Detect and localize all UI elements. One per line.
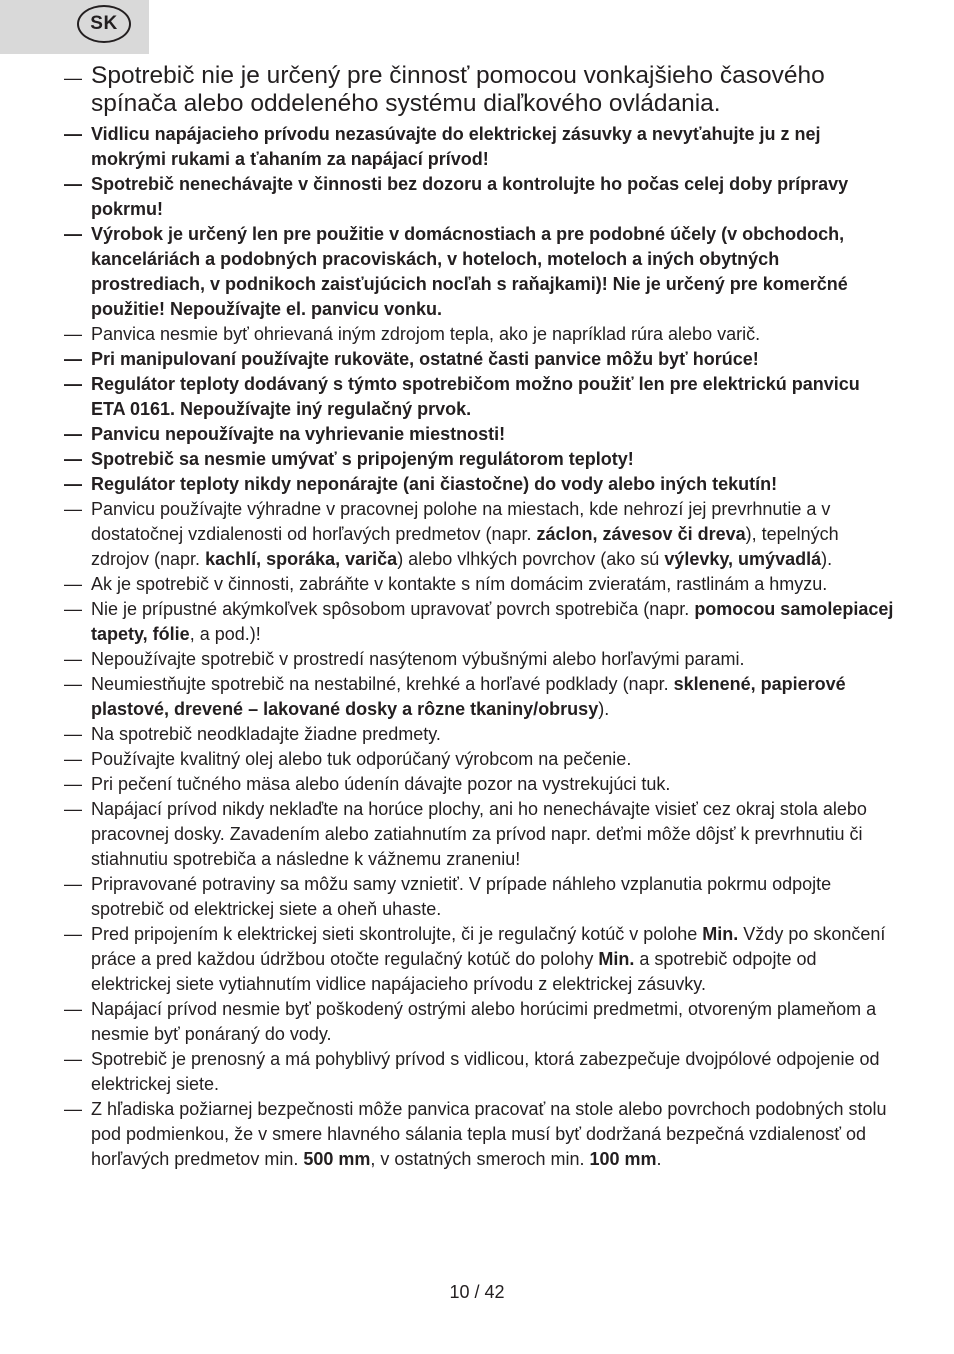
instruction-text bbox=[91, 872, 894, 922]
text-segment: Neumiestňujte spotrebič na nestabilné, krehké a horľavé podklady (napr. bbox=[91, 674, 674, 694]
instruction-item bbox=[64, 372, 894, 422]
instruction-item bbox=[64, 722, 894, 747]
item-dash: — bbox=[64, 999, 82, 1019]
emphasized-text: Výrobok je určený len pre použitie v domácnostiach a pre podobné účely (v obchodoch, kanceláriách a podobných pracoviskách, v hoteloch, moteloch a iných obytných prostrediach, v podnikoch zaisťujúcich nocľah s raňajkami)! Nie je určený pre komerčné použitie! Nepoužívajte el. panvicu vonku. bbox=[91, 224, 848, 319]
instruction-text bbox=[91, 172, 894, 222]
instruction-item bbox=[64, 1047, 894, 1097]
instruction-item bbox=[64, 922, 894, 997]
item-dash: — bbox=[64, 424, 82, 444]
text-segment: Používajte kvalitný olej alebo tuk odporúčaný výrobcom na pečenie. bbox=[91, 749, 632, 769]
emphasized-text: pomocou samolepiacej tapety, fólie bbox=[91, 599, 894, 644]
instruction-item bbox=[64, 447, 894, 472]
emphasized-text: Regulátor teploty dodávaný s týmto spotrebičom možno použiť len pre elektrickú panvicu ETA 0161. Nepoužívajte iný regulačný prvok. bbox=[91, 374, 860, 419]
text-segment: Ak je spotrebič v činnosti, zabráňte v kontakte s ním domácim zvieratám, rastlinám a hmyzu. bbox=[91, 574, 828, 594]
emphasized-text: Pri manipulovaní používajte rukoväte, ostatné časti panvice môžu byť horúce! bbox=[91, 349, 759, 369]
language-badge: SK bbox=[77, 5, 131, 43]
instruction-text bbox=[91, 722, 894, 747]
instruction-text bbox=[91, 372, 894, 422]
instruction-text bbox=[91, 572, 894, 597]
item-dash: — bbox=[64, 1049, 82, 1069]
emphasized-text: Min. bbox=[702, 924, 739, 944]
item-dash: — bbox=[64, 924, 82, 944]
text-segment: a spotrebič odpojte od elektrickej siete vytiahnutím vidlice napájacieho prívodu z elektrickej zásuvky. bbox=[91, 949, 817, 994]
text-segment: Panvica nesmie byť ohrievaná iným zdrojom tepla, ako je napríklad rúra alebo varič. bbox=[91, 324, 761, 344]
instruction-item bbox=[64, 497, 894, 572]
text-segment: , v ostatných smeroch min. bbox=[370, 1149, 590, 1169]
item-dash: — bbox=[64, 874, 82, 894]
language-tab bbox=[0, 0, 149, 54]
instruction-text bbox=[91, 922, 894, 997]
instruction-item bbox=[64, 122, 894, 172]
instruction-text bbox=[91, 997, 894, 1047]
emphasized-text: Min. bbox=[598, 949, 635, 969]
item-dash: — bbox=[64, 124, 82, 144]
instruction-text bbox=[91, 447, 894, 472]
instruction-text bbox=[91, 347, 894, 372]
item-dash: — bbox=[64, 474, 82, 494]
instruction-text bbox=[91, 1047, 894, 1097]
emphasized-text: 100 mm bbox=[589, 1149, 657, 1169]
item-dash: — bbox=[64, 574, 82, 594]
text-segment: . bbox=[656, 1149, 662, 1169]
instruction-item bbox=[64, 62, 894, 118]
emphasized-text: záclon, závesov či dreva bbox=[536, 524, 746, 544]
text-segment: Vždy po skončení práce a pred každou údržbou otočte regulačný kotúč do polohy bbox=[91, 924, 886, 969]
item-dash: — bbox=[64, 649, 82, 669]
instruction-text bbox=[91, 222, 894, 322]
emphasized-text: Regulátor teploty nikdy neponárajte (ani čiastočne) do vody alebo iných tekutín! bbox=[91, 474, 778, 494]
instruction-item bbox=[64, 747, 894, 772]
instruction-text bbox=[91, 747, 894, 772]
text-segment: Pri pečení tučného mäsa alebo údenín dávajte pozor na vystrekujúci tuk. bbox=[91, 774, 671, 794]
emphasized-text: sklenené, papierové plastové, drevené – lakované dosky a rôzne tkaniny/obrusy bbox=[91, 674, 846, 719]
instruction-text bbox=[91, 797, 894, 872]
text-segment: Nepoužívajte spotrebič v prostredí nasýtenom výbušnými alebo horľavými parami. bbox=[91, 649, 745, 669]
emphasized-text: kachlí, sporáka, variča bbox=[205, 549, 398, 569]
item-dash: — bbox=[64, 1099, 82, 1119]
text-segment: Napájací prívod nesmie byť poškodený ostrými alebo horúcimi predmetmi, otvoreným plameňom a nesmie byť ponáraný do vody. bbox=[91, 999, 877, 1044]
item-dash: — bbox=[64, 224, 82, 244]
item-dash: — bbox=[64, 68, 82, 88]
instruction-text bbox=[91, 422, 894, 447]
instruction-text bbox=[91, 322, 894, 347]
emphasized-text: Panvicu nepoužívajte na vyhrievanie miestnosti! bbox=[91, 424, 506, 444]
text-segment: , a pod.)! bbox=[189, 624, 261, 644]
instruction-item bbox=[64, 347, 894, 372]
text-segment: Pripravované potraviny sa môžu samy vznietiť. V prípade náhleho vzplanutia pokrmu odpojte spotrebič od elektrickej siete a oheň uhaste. bbox=[91, 874, 832, 919]
instruction-text bbox=[91, 472, 894, 497]
instruction-text bbox=[91, 672, 894, 722]
text-segment: Spotrebič nie je určený pre činnosť pomocou vonkajšieho časového spínača alebo oddeleného systému diaľkového ovládania. bbox=[91, 62, 825, 117]
text-segment: Panvicu používajte výhradne v pracovnej polohe na miestach, kde nehrozí jej prevrhnutie a v dostatočnej vzdialenosti od horľavých predmetov (napr. bbox=[91, 499, 831, 544]
instruction-item bbox=[64, 997, 894, 1047]
instruction-item bbox=[64, 222, 894, 322]
text-segment: Na spotrebič neodkladajte žiadne predmety. bbox=[91, 724, 441, 744]
instruction-text bbox=[91, 772, 894, 797]
instruction-item bbox=[64, 772, 894, 797]
instruction-item bbox=[64, 472, 894, 497]
text-segment: Pred pripojením k elektrickej sieti skontrolujte, či je regulačný kotúč v polohe bbox=[91, 924, 703, 944]
instruction-text bbox=[91, 497, 894, 572]
text-segment: ). bbox=[598, 699, 610, 719]
text-segment: Napájací prívod nikdy neklaďte na horúce plochy, ani ho nenechávajte visieť cez okraj stola alebo pracovnej dosky. Zavadením alebo zatiahnutím za prívod napr. deťmi môže dôjsť k prevrhnutiu či stiahnutiu spotrebiča a následne k vážnemu zraneniu! bbox=[91, 799, 867, 869]
item-dash: — bbox=[64, 174, 82, 194]
item-dash: — bbox=[64, 499, 82, 519]
item-dash: — bbox=[64, 724, 82, 744]
instruction-item bbox=[64, 597, 894, 647]
item-dash: — bbox=[64, 749, 82, 769]
instruction-item bbox=[64, 1097, 894, 1172]
instruction-text bbox=[91, 122, 894, 172]
emphasized-text: Spotrebič nenechávajte v činnosti bez dozoru a kontrolujte ho počas celej doby prípravy pokrmu! bbox=[91, 174, 849, 219]
instruction-item bbox=[64, 647, 894, 672]
instruction-item bbox=[64, 672, 894, 722]
instruction-item bbox=[64, 172, 894, 222]
page-number: 10 / 42 bbox=[449, 1282, 505, 1302]
instruction-item bbox=[64, 797, 894, 872]
emphasized-text: 500 mm bbox=[303, 1149, 371, 1169]
emphasized-text: Spotrebič sa nesmie umývať s pripojeným regulátorom teploty! bbox=[91, 449, 634, 469]
item-dash: — bbox=[64, 349, 82, 369]
item-dash: — bbox=[64, 324, 82, 344]
text-segment: Nie je prípustné akýmkoľvek spôsobom upravovať povrch spotrebiča (napr. bbox=[91, 599, 695, 619]
instruction-text bbox=[91, 1097, 894, 1172]
instruction-item bbox=[64, 322, 894, 347]
instruction-text bbox=[91, 597, 894, 647]
text-segment: ), tepelných zdrojov (napr. bbox=[91, 524, 839, 569]
item-dash: — bbox=[64, 674, 82, 694]
safety-instructions-list bbox=[64, 62, 894, 1172]
item-dash: — bbox=[64, 799, 82, 819]
text-segment: ). bbox=[821, 549, 833, 569]
item-dash: — bbox=[64, 374, 82, 394]
text-segment: Z hľadiska požiarnej bezpečnosti môže panvica pracovať na stole alebo povrchoch podobných stolu pod podmienkou, že v smere hlavného sálania tepla musí byť dodržaná bezpečná vzdialenosť od horľavých predmetov min. bbox=[91, 1099, 887, 1169]
item-dash: — bbox=[64, 774, 82, 794]
instruction-item bbox=[64, 572, 894, 597]
text-segment: ) alebo vlhkých povrchov (ako sú bbox=[397, 549, 665, 569]
text-segment: Spotrebič je prenosný a má pohyblivý prívod s vidlicou, ktorá zabezpečuje dvojpólové odpojenie od elektrickej siete. bbox=[91, 1049, 880, 1094]
instruction-item bbox=[64, 422, 894, 447]
item-dash: — bbox=[64, 599, 82, 619]
emphasized-text: Vidlicu napájacieho prívodu nezasúvajte do elektrickej zásuvky a nevyťahujte ju z nej mokrými rukami a ťahaním za napájací prívod! bbox=[91, 124, 821, 169]
instruction-text bbox=[91, 647, 894, 672]
emphasized-text: výlevky, umývadlá bbox=[664, 549, 822, 569]
instruction-text bbox=[91, 62, 894, 118]
item-dash: — bbox=[64, 449, 82, 469]
instruction-item bbox=[64, 872, 894, 922]
